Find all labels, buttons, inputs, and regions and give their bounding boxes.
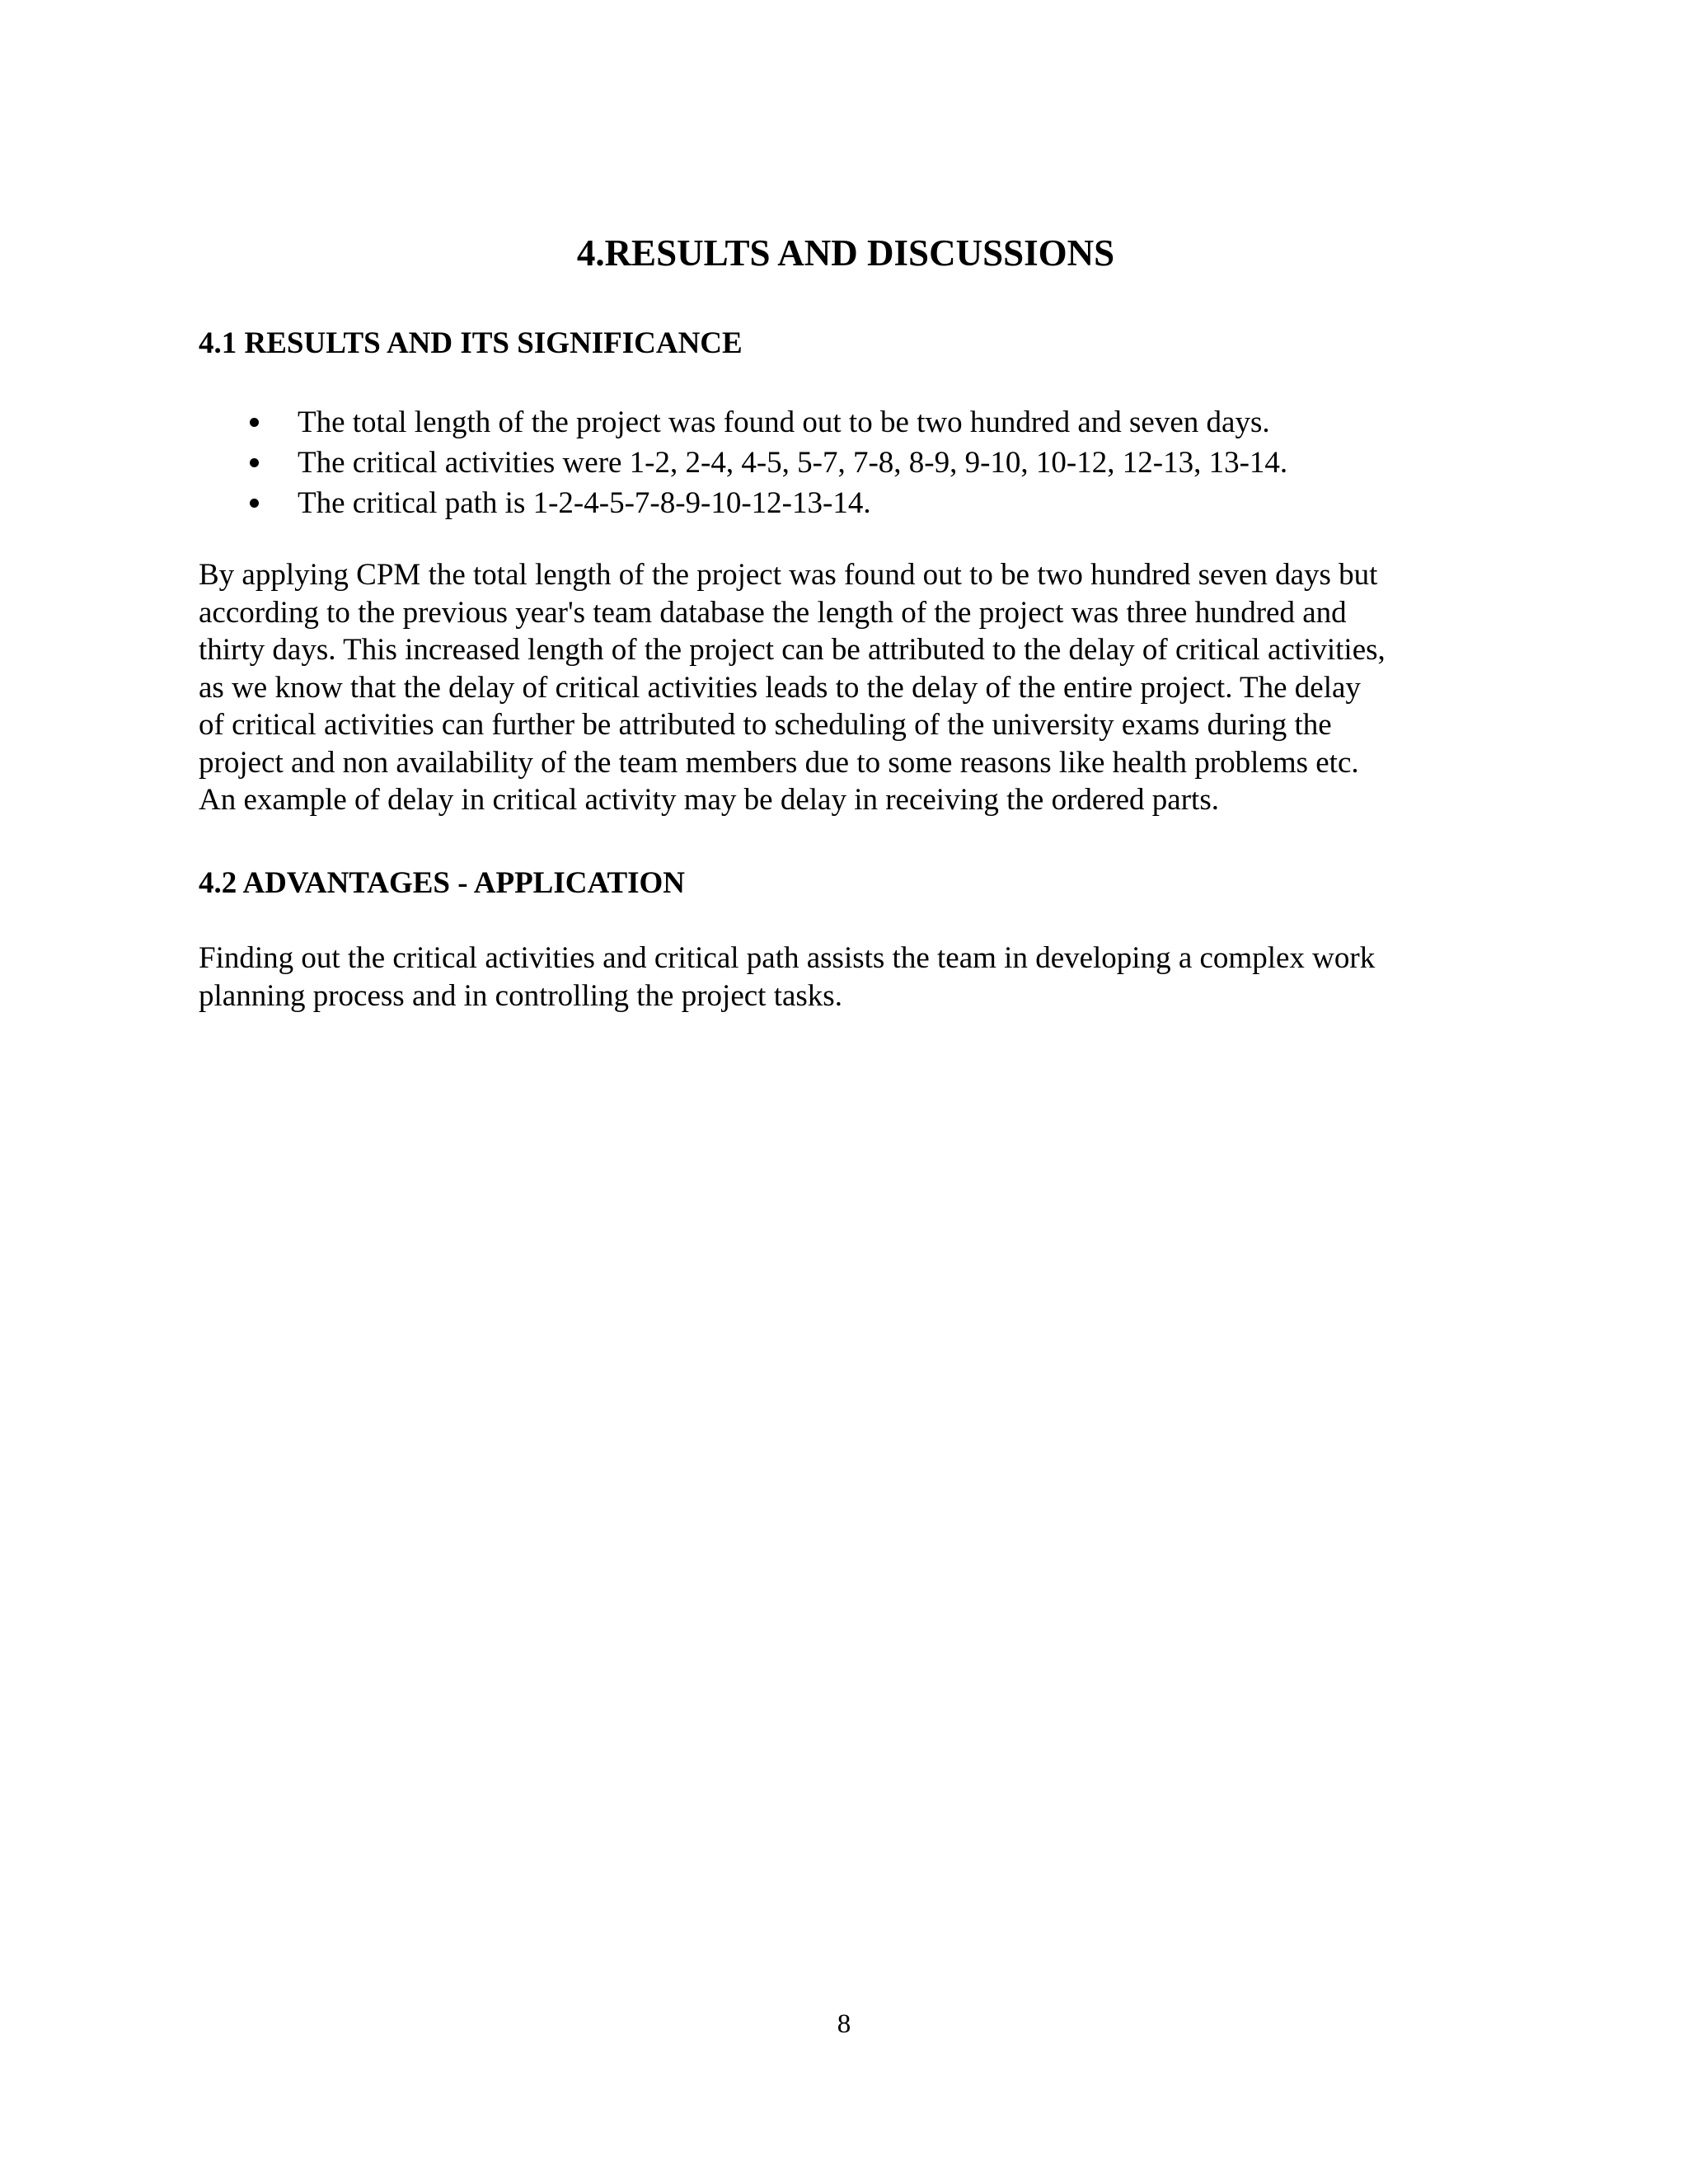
paragraph-line: as we know that the delay of critical activities leads to the delay of the entire project. The delay bbox=[199, 670, 1361, 705]
list-item bbox=[199, 483, 1287, 523]
section-heading-results: 4.1 RESULTS AND ITS SIGNIFICANCE bbox=[199, 326, 743, 360]
chapter-title: 4.RESULTS AND DISCUSSIONS bbox=[576, 232, 1115, 274]
bullet-text: The total length of the project was found out to be two hundred and seven days. bbox=[298, 405, 1270, 439]
bullet-text: The critical path is 1-2-4-5-7-8-9-10-12-13-14. bbox=[298, 486, 871, 520]
results-bullet-list bbox=[199, 402, 1287, 523]
paragraph-line: planning process and in controlling the project tasks. bbox=[199, 978, 842, 1013]
paragraph-line: thirty days. This increased length of the project can be attributed to the delay of critical activities, bbox=[199, 633, 1386, 667]
list-item bbox=[199, 443, 1287, 483]
bullet-icon bbox=[250, 458, 259, 467]
list-item bbox=[199, 402, 1287, 443]
section-heading-advantages: 4.2 ADVANTAGES - APPLICATION bbox=[199, 866, 686, 900]
paragraph-line: An example of delay in critical activity may be delay in receiving the ordered parts. bbox=[199, 783, 1219, 817]
bullet-icon bbox=[250, 418, 259, 427]
bullet-icon bbox=[250, 499, 259, 508]
advantages-paragraph bbox=[199, 940, 1375, 1015]
results-paragraph bbox=[199, 556, 1386, 819]
paragraph-line: according to the previous year's team database the length of the project was three hundred and bbox=[199, 595, 1347, 630]
bullet-text: The critical activities were 1-2, 2-4, 4-5, 5-7, 7-8, 8-9, 9-10, 10-12, 12-13, 13-14. bbox=[298, 446, 1288, 480]
paragraph-line: Finding out the critical activities and critical path assists the team in developing a complex work bbox=[199, 941, 1376, 975]
paragraph-line: of critical activities can further be attributed to scheduling of the university exams during the bbox=[199, 708, 1332, 742]
paragraph-line: project and non availability of the team members due to some reasons like health problems etc. bbox=[199, 745, 1359, 780]
page-number: 8 bbox=[837, 2009, 851, 2039]
paragraph-line: By applying CPM the total length of the project was found out to be two hundred seven days but bbox=[199, 558, 1378, 592]
